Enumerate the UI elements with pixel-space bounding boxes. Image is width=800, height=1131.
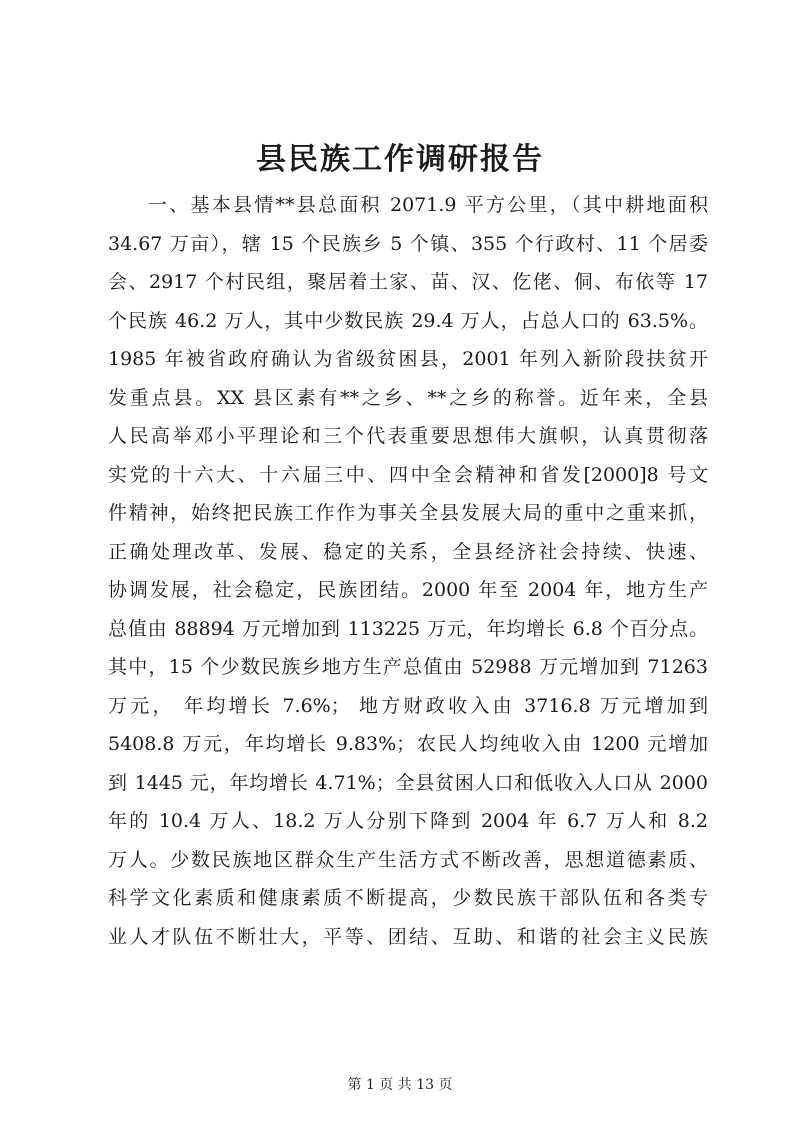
body-line: 个民族 46.2 万人，其中少数民族 29.4 万人，占总人口的 63.5%。 (108, 309, 708, 332)
document-body (108, 186, 708, 956)
body-line: 业人才队伍不断壮大，平等、团结、互助、和谐的社会主义民族 (108, 925, 708, 948)
body-line: 到 1445 元，年均增长 4.71%；全县贫困人口和低收入人口从 2000 (108, 771, 708, 794)
body-line: 万人。少数民族地区群众生产生活方式不断改善，思想道德素质、 (108, 848, 708, 871)
body-line: 1985 年被省政府确认为省级贫困县，2001 年列入新阶段扶贫开 (108, 348, 708, 370)
body-line: 件精神，始终把民族工作作为事关全县发展大局的重中之重来抓， (108, 502, 708, 524)
body-line: 万元， 年均增长 7.6%； 地方财政收入由 3716.8 万元增加到 (108, 694, 708, 717)
body-line: 5408.8 万元，年均增长 9.83%；农民人均纯收入由 1200 元增加 (108, 733, 708, 755)
body-line: 一、基本县情**县总面积 2071.9 平方公里，（其中耕地面积 (148, 194, 708, 216)
body-line: 正确处理改革、发展、稳定的关系，全县经济社会持续、快速、 (108, 540, 708, 563)
page-number-footer: 第 1 页 共 13 页 (347, 1077, 453, 1093)
body-line: 34.67 万亩），辖 15 个民族乡 5 个镇、355 个行政村、11 个居委 (108, 232, 708, 255)
body-line: 其中，15 个少数民族乡地方生产总值由 52988 万元增加到 71263 (108, 656, 708, 678)
body-line: 科学文化素质和健康素质不断提高，少数民族干部队伍和各类专 (108, 887, 708, 909)
document-title: 县民族工作调研报告 (256, 142, 544, 177)
body-line: 会、2917 个村民组，聚居着土家、苗、汉、仡佬、侗、布依等 17 (108, 271, 708, 293)
body-line: 实党的十六大、十六届三中、四中全会精神和省发[2000]8 号文 (108, 463, 708, 486)
body-line: 年的 10.4 万人、18.2 万人分别下降到 2004 年 6.7 万人和 8.2 (108, 810, 708, 832)
body-line: 人民高举邓小平理论和三个代表重要思想伟大旗帜，认真贯彻落 (108, 425, 708, 447)
body-line: 协调发展，社会稳定，民族团结。2000 年至 2004 年，地方生产 (108, 579, 708, 601)
body-line: 发重点县。XX 县区素有**之乡、**之乡的称誉。近年来，全县 (108, 386, 708, 409)
body-line: 总值由 88894 万元增加到 113225 万元，年均增长 6.8 个百分点。 (108, 617, 708, 640)
